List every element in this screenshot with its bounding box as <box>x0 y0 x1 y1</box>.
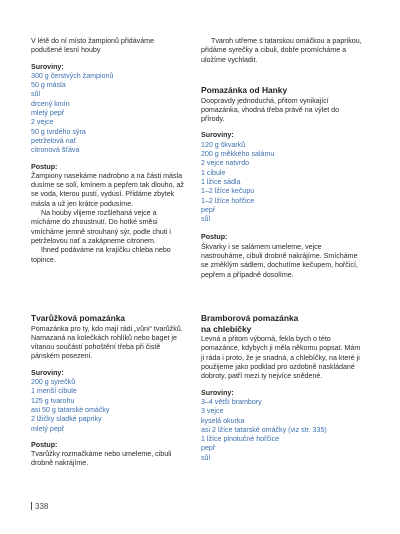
ingredient: kyselá okurka <box>201 416 245 425</box>
recipe-intro: Pomazánka pro ty, kdo mají rádi „vůni“ tvarůžků. Namazaná na kolečkách rohlíků nebo baget je vítanou součástí pohoštění třeba při čistě pánském posezení. <box>31 324 183 361</box>
page-number <box>31 502 48 511</box>
ingredient: 50 g tvrdého sýra <box>31 127 86 136</box>
ingredient: 1–2 lžíce kečupu <box>201 187 255 196</box>
ingredient: 1 lžíce sádla <box>201 177 241 186</box>
ingredient: 1 cibule <box>201 168 226 177</box>
ingredient: 3 vejce <box>201 407 224 416</box>
ingredient: sůl <box>31 90 41 99</box>
page-number-text: 338 <box>35 502 49 511</box>
ingredients-label: Suroviny: <box>201 388 234 397</box>
ingredient: 300 g čerstvých žampionů <box>31 71 114 80</box>
method-paragraph: Žampiony nasekáme nadrobno a na části másla dusíme se solí, kmínem a pepřem tak dlouho, až se voda, kterou pustí, vydusí. Přidáme zbytek másla a už jen krátce podusíme. <box>31 171 184 208</box>
method-paragraph: Tvarůžky rozmačkáme nebo umeleme, cibuli drobně nakrájíme. <box>31 450 172 468</box>
recipe-intro-continued: V létě do ní místo žampionů přidáváme podušené lesní houby <box>31 37 155 55</box>
recipe-tvaruzkova <box>31 314 186 469</box>
method-paragraph-continued: Tvaroh utřeme s tatarskou omáčkou a paprikou, přidáme syrečky a cibuli, dobře promícháme a uložíme vychladit. <box>201 37 362 64</box>
ingredient: asi 50 g tatarské omáčky <box>31 405 110 414</box>
method-paragraph: Na houby vlijeme rozšlehaná vejce a mícháme do zhoustnutí. Do hotké směsi vmícháme jemně strouhaný sýr, podle chuti i petrželovou nať a zakápneme citronem. <box>31 209 171 245</box>
recipe-title: Tvarůžková pomazánka <box>31 313 126 323</box>
ingredient: mletý pepř <box>31 424 65 433</box>
ingredient: 2 lžičky sladké papriky <box>31 415 102 424</box>
ingredient: 120 g škvarků <box>201 140 246 149</box>
method-label: Postup: <box>31 162 58 171</box>
method-label: Postup: <box>201 233 228 242</box>
method-label: Postup: <box>31 440 58 449</box>
recipe-title-line2: na chlebíčky <box>201 323 252 334</box>
ingredient: mletý pepř <box>31 109 65 118</box>
ingredients-label: Suroviny: <box>201 131 234 140</box>
ingredient: 50 g másla <box>31 81 66 90</box>
ingredient: drcený kmín <box>31 99 70 108</box>
ingredient: sůl <box>201 215 211 224</box>
ingredient: citronová šťáva <box>31 146 80 155</box>
left-column <box>31 37 186 265</box>
ingredient: 1–2 lžíce hořčice <box>201 196 255 205</box>
method-paragraph: Ihned podáváme na krajíčku chleba nebo topince. <box>31 246 171 264</box>
right-column <box>201 37 364 65</box>
recipe-intro: Doopravdy jednoduchá, přitom vynikající pomazánka, vhodná třeba právě na výlet do přírody. <box>201 96 340 124</box>
method-paragraph: Škvarky i se salámem umeleme, vejce nastrouháme, cibuli drobně nakrájíme. Smícháme se změklým sádlem, dochutíme kečupem, hořčicí, pepřem a případně dosolíme. <box>201 242 358 279</box>
ingredients-list <box>31 72 186 156</box>
ingredient: 200 g měkkého salámu <box>201 150 275 159</box>
ingredients-label: Suroviny: <box>31 368 64 377</box>
folio-rule <box>31 502 32 510</box>
ingredient: 1 menší cibule <box>31 387 77 396</box>
ingredients-list <box>201 141 364 225</box>
ingredient: pepř <box>201 444 216 453</box>
ingredients-label: Suroviny: <box>31 62 64 71</box>
recipe-title: Pomazánka od Hanky <box>201 85 288 95</box>
ingredient: 2 vejce <box>31 118 54 127</box>
ingredient: 125 g tvarohu <box>31 396 75 405</box>
ingredient: 1 lžíce plnotučné hořčice <box>201 435 280 444</box>
ingredient: 2 vejce natvrdo <box>201 159 250 168</box>
recipe-od-hanky <box>201 86 364 280</box>
ingredient: 200 g syrečků <box>31 378 76 387</box>
ingredient: petrželová nať <box>31 136 77 145</box>
ingredient: pepř <box>201 205 216 214</box>
ingredients-list <box>31 378 186 434</box>
ingredient: 3–4 větší brambory <box>201 397 262 406</box>
ingredients-list <box>201 398 364 463</box>
recipe-title-line1: Bramborová pomazánka <box>201 313 299 323</box>
recipe-intro: Levná a přitom výborná, fekla bych o této pomazánce, kdybych ji měla někomu popsat. Mám ji ráda i proto, že je snadná, a chlebíčky, na které ji použijeme jako podklad pro ozdobně naskládané dobroty, patří mezi ty nejvíce snědené. <box>201 335 361 381</box>
ingredient: asi 2 lžíce tatarské omáčky (viz str. 335) <box>201 425 327 434</box>
ingredient: sůl <box>201 453 211 462</box>
recipe-bramborova <box>201 314 364 463</box>
